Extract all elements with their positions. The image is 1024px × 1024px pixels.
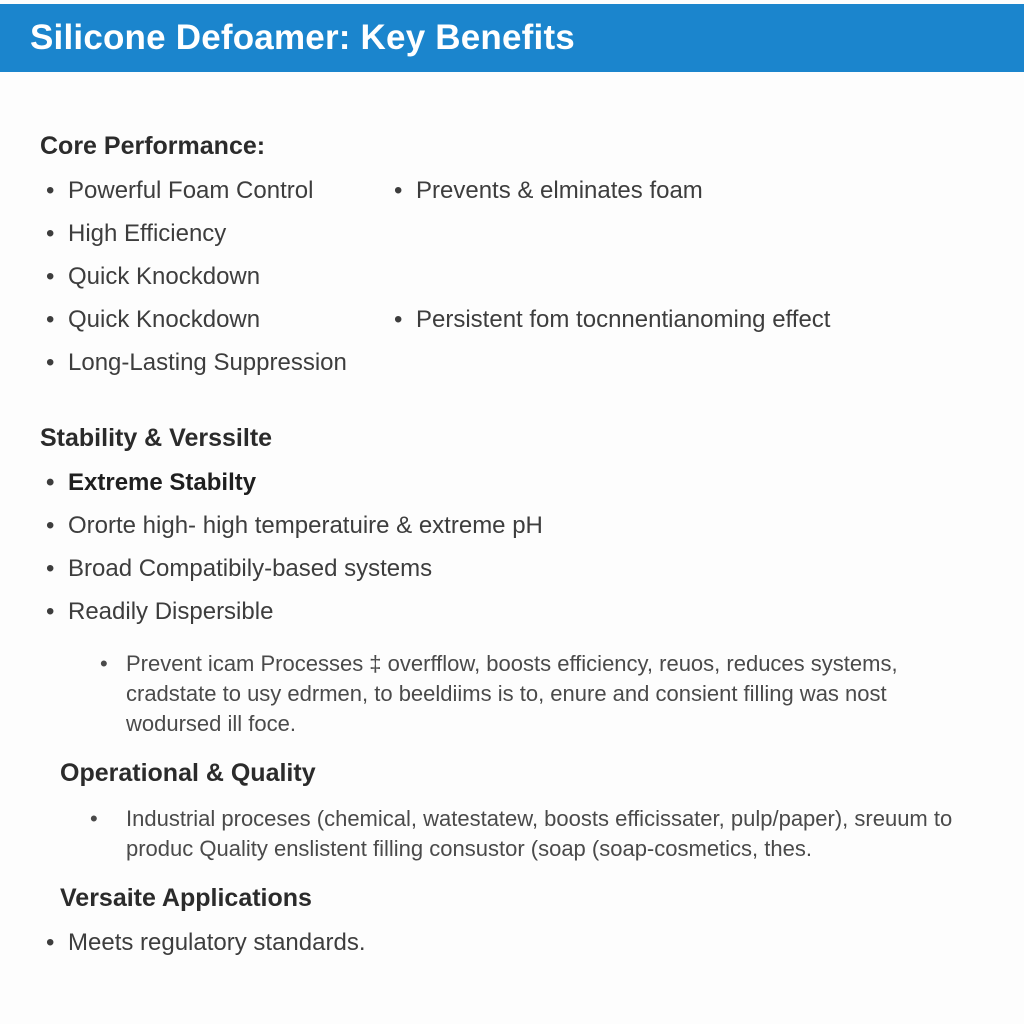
- section-divider-space: [40, 749, 984, 759]
- document-body: [0, 72, 1024, 1024]
- section-core-performance: [40, 132, 984, 384]
- list-item: • Quick Knockdown: [40, 298, 388, 341]
- list-item: • Prevents & elminates foam: [388, 169, 984, 212]
- section-stability: [40, 424, 984, 739]
- list-item: • Broad Compatibily-based systems: [40, 547, 984, 590]
- list-item: • Readily Dispersible: [40, 590, 984, 633]
- list-item: • Extreme Stabilty: [40, 461, 984, 504]
- list-item: • Long-Lasting Suppression: [40, 341, 388, 384]
- versatile-applications-bullet-list: [40, 921, 984, 964]
- section-heading-stability: Stability & Verssilte: [40, 424, 273, 452]
- core-performance-rows: [40, 169, 984, 384]
- core-performance-bullet-list: [40, 169, 388, 384]
- core-performance-left-column: [40, 169, 388, 384]
- page-title: Silicone Defoamer: Key Benefits: [30, 18, 575, 57]
- stability-bullet-list: [40, 461, 984, 633]
- section-divider-space: [40, 384, 984, 424]
- section-heading-operational-quality: Operational & Quality: [60, 759, 316, 787]
- core-performance-right-column: [388, 169, 984, 384]
- list-item: • Meets regulatory standards.: [40, 921, 984, 964]
- section-divider-space: [40, 874, 984, 884]
- operational-quality-sub-paragraph: • Industrial proceses (chemical, watestatew, boosts efficissater, pulp/paper), sreuum to produc Quality enslistent filling consustor (soap (soap-cosmetics, thes.: [80, 804, 984, 864]
- list-item: • High Efficiency: [40, 212, 388, 255]
- stability-sub-paragraph: • Prevent icam Processes ‡ overfflow, boosts efficiency, reuos, reduces systems, cradstate to usy edrmen, to beeldiims is to, enure and consient filling was nost wodursed ill foce.: [100, 649, 984, 739]
- section-versatile-applications: [40, 884, 984, 964]
- list-item: • Powerful Foam Control: [40, 169, 388, 212]
- section-heading-versatile-applications: Versaite Applications: [60, 884, 312, 912]
- section-operational-quality: [40, 759, 984, 864]
- core-performance-side-bullet-list: [388, 169, 984, 341]
- section-heading-core-performance: Core Performance:: [40, 132, 266, 160]
- list-item: • Persistent fom tocnnentianoming effect: [388, 298, 984, 341]
- title-bar: [0, 4, 1024, 72]
- list-item: • Quick Knockdown: [40, 255, 388, 298]
- list-item: • Ororte high- high temperatuire & extreme pH: [40, 504, 984, 547]
